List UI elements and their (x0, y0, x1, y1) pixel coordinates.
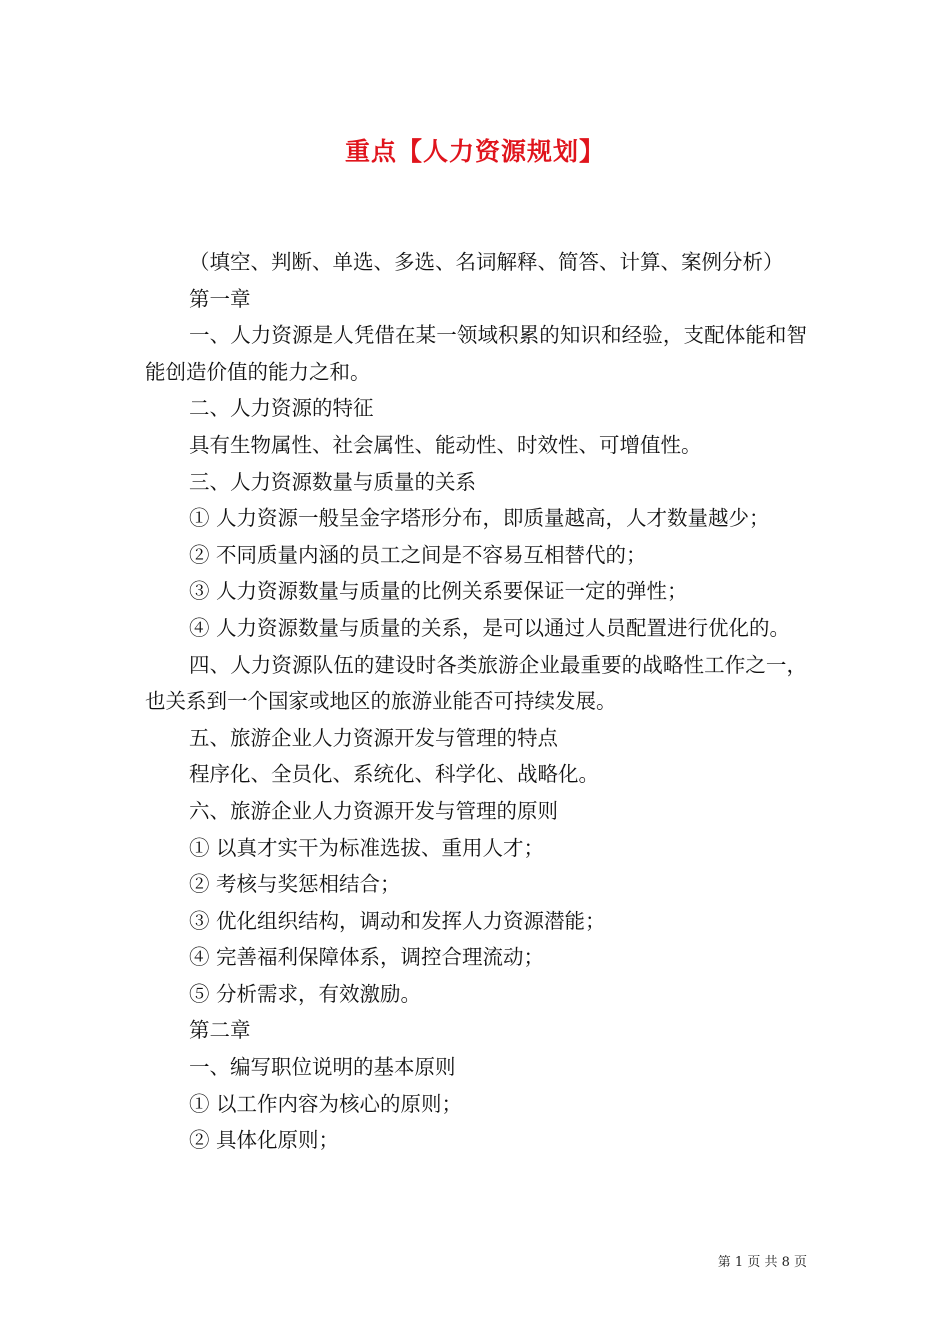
paragraph: 具有生物属性、社会属性、能动性、时效性、可增值性。 (189, 432, 702, 457)
list-item: ① 以工作内容为核心的原则； (189, 1091, 463, 1116)
list-item: ③ 优化组织结构，调动和发挥人力资源潜能； (189, 908, 606, 933)
paragraph: 一、人力资源是人凭借在某一领域积累的知识和经验，支配体能和智能创造价值的能力之和。 (145, 323, 807, 384)
list-item: ④ 完善福利保障体系，调控合理流动； (189, 945, 545, 970)
list-item: ⑤ 分析需求，有效激励。 (189, 981, 422, 1006)
list-item: ③ 人力资源数量与质量的比例关系要保证一定的弹性； (189, 579, 688, 604)
question-types: （填空、判断、单选、多选、名词解释、简答、计算、案例分析） (189, 250, 784, 274)
paragraph: 程序化、全员化、系统化、科学化、战略化。 (189, 762, 599, 787)
list-item: ① 人力资源一般呈金字塔形分布，即质量越高，人才数量越少； (189, 506, 770, 531)
chapter-heading: 第二章 (189, 1018, 251, 1043)
section-heading: 三、人力资源数量与质量的关系 (189, 469, 476, 494)
list-item: ④ 人力资源数量与质量的关系，是可以通过人员配置进行优化的。 (189, 615, 791, 640)
section-heading: 五、旅游企业人力资源开发与管理的特点 (189, 725, 558, 750)
list-item: ② 考核与奖惩相结合； (189, 872, 401, 897)
section-heading: 二、人力资源的特征 (189, 396, 374, 421)
section-heading: 六、旅游企业人力资源开发与管理的原则 (189, 798, 558, 823)
section-heading: 一、编写职位说明的基本原则 (189, 1055, 456, 1080)
paragraph: 四、人力资源队伍的建设时各类旅游企业最重要的战略性工作之一，也关系到一个国家或地区的旅游业能否可持续发展。 (145, 652, 807, 714)
chapter-heading: 第一章 (189, 286, 251, 311)
list-item: ② 不同质量内涵的员工之间是不容易互相替代的； (189, 542, 647, 567)
list-item: ① 以真才实干为标准选拔、重用人才； (189, 835, 545, 860)
list-item: ② 具体化原则； (189, 1128, 340, 1153)
document-body (145, 244, 807, 1159)
page-title: 重点【人力资源规划】 (344, 137, 605, 166)
page-number: 第 1 页 共 8 页 (717, 1255, 807, 1270)
